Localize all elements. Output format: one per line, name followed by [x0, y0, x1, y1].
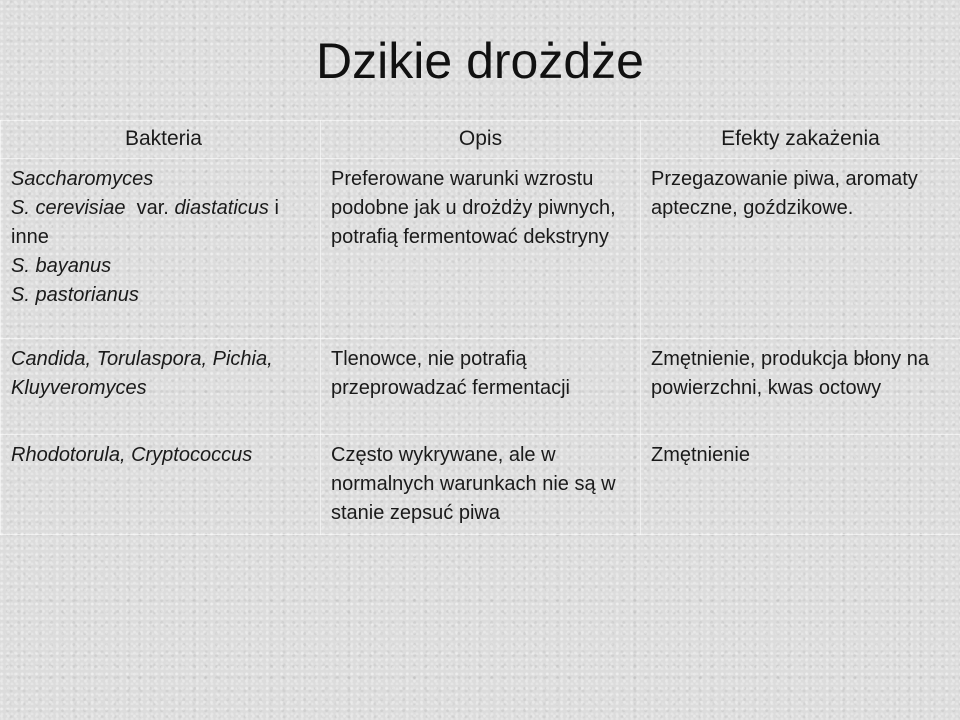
cell-opis: Tlenowce, nie potrafią przeprowadzać fermentacji [321, 339, 641, 435]
table-row [1, 159, 960, 339]
cell-bakteria [1, 159, 321, 339]
yeast-table [0, 120, 960, 535]
header-bakteria: Bakteria [1, 121, 321, 159]
bakteria-conjunction: i [274, 197, 279, 219]
cell-opis: Często wykrywane, ale w normalnych warunkach nie są w stanie zepsuć piwa [321, 435, 641, 535]
header-efekty: Efekty zakażenia [641, 121, 960, 159]
bakteria-line: S. pastorianus [11, 284, 139, 306]
header-opis: Opis [321, 121, 641, 159]
bakteria-species: S. cerevisiae [11, 197, 126, 219]
cell-opis: Preferowane warunki wzrostu podobne jak u drożdży piwnych, potrafią fermentować dekstryny [321, 159, 641, 339]
table-row [1, 339, 960, 435]
cell-efekty: Zmętnienie [641, 435, 960, 535]
cell-efekty: Zmętnienie, produkcja błony na powierzchni, kwas octowy [641, 339, 960, 435]
cell-bakteria: Candida, Torulaspora, Pichia, Kluyveromyces [1, 339, 321, 435]
table-header-row [1, 121, 960, 159]
cell-efekty: Przegazowanie piwa, aromaty apteczne, goździkowe. [641, 159, 960, 339]
bakteria-variety: diastaticus [174, 197, 269, 219]
bakteria-var: var. [136, 197, 169, 219]
slide-title: Dzikie drożdże [316, 33, 644, 89]
bakteria-line [11, 194, 310, 223]
bakteria-line: inne [11, 226, 49, 248]
table-row [1, 435, 960, 535]
bakteria-line: Saccharomyces [11, 168, 154, 190]
bakteria-line: S. bayanus [11, 255, 112, 277]
cell-bakteria: Rhodotorula, Cryptococcus [1, 435, 321, 535]
